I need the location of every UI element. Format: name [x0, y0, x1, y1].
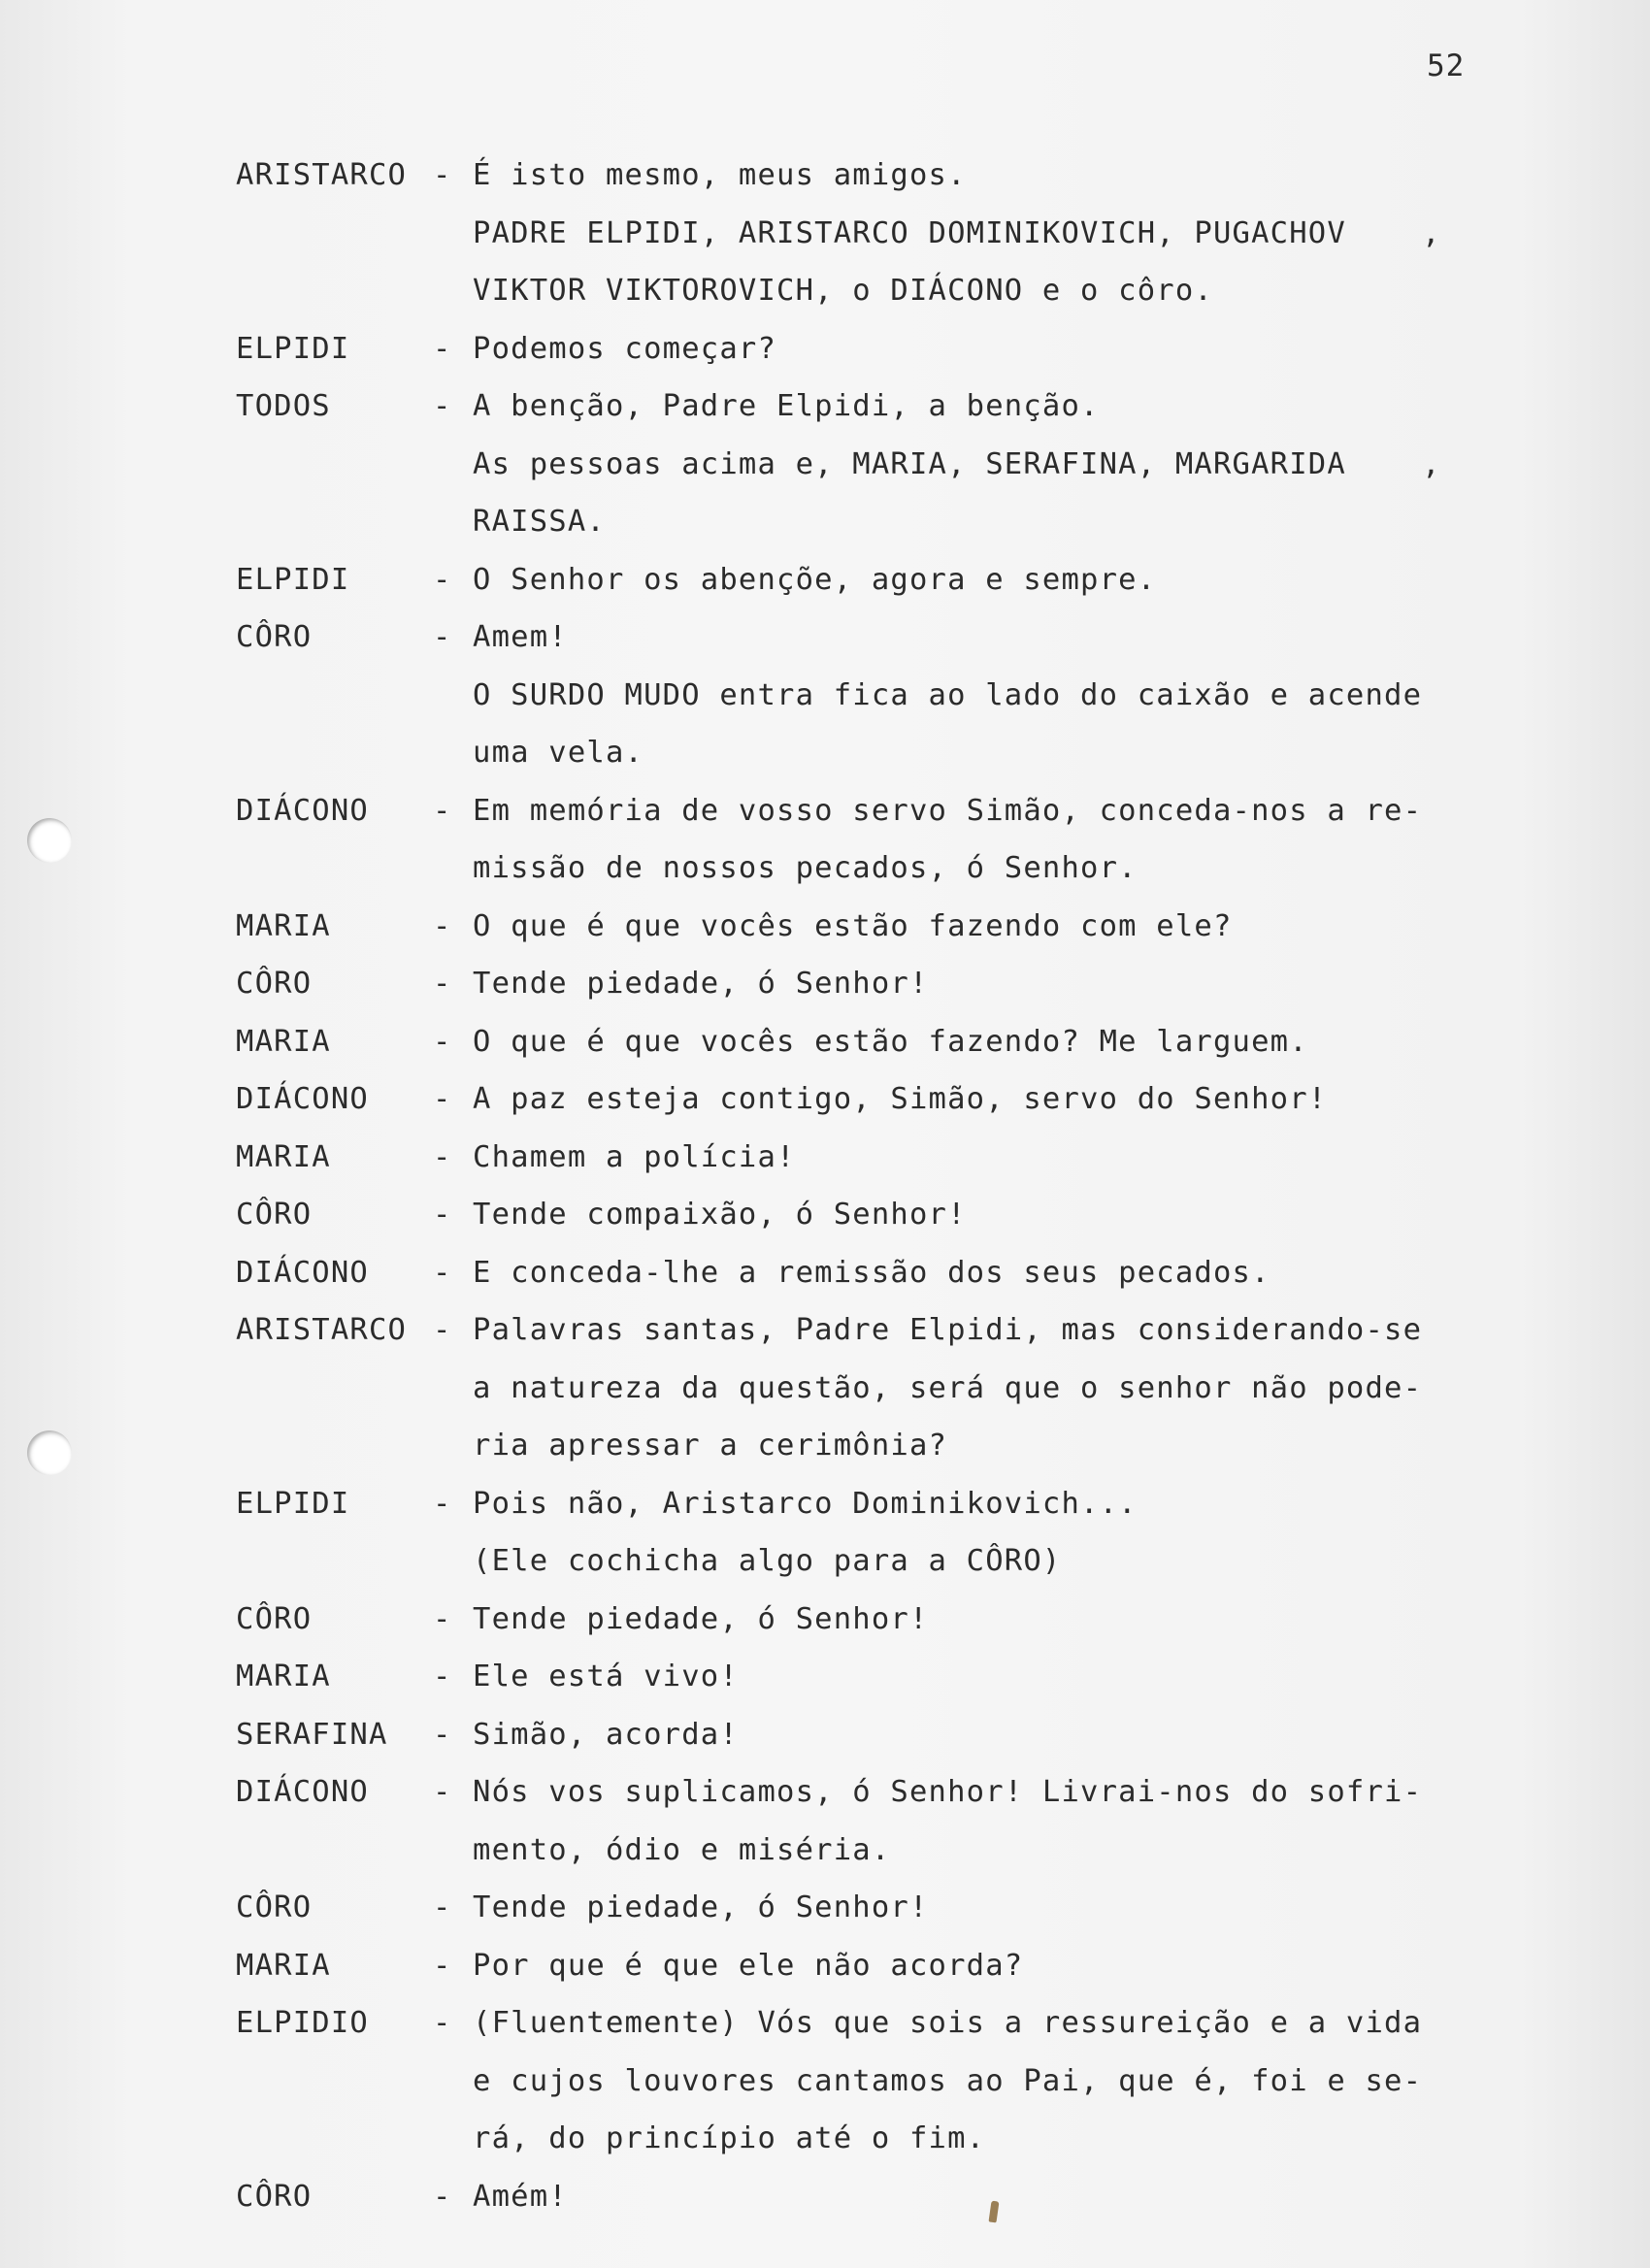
dialogue-dash: -: [433, 1024, 452, 1059]
line-text: Chamem a polícia!: [473, 1139, 796, 1174]
line-text: uma vela.: [473, 736, 644, 770]
line-text: O que é que vocês estão fazendo com ele?: [473, 908, 1233, 943]
dialogue-dash: -: [433, 331, 452, 366]
speaker-name: CÔRO: [236, 1198, 313, 1232]
script-line: [236, 851, 1498, 909]
speaker-name: DIÁCONO: [236, 1082, 369, 1116]
dialogue-dash: -: [433, 158, 452, 192]
line-text: Tende compaixão, ó Senhor!: [473, 1198, 967, 1232]
line-text: A benção, Padre Elpidi, a benção.: [473, 389, 1100, 423]
line-text: Em memória de vosso servo Simão, conceda-nos a re-: [473, 793, 1423, 828]
speaker-name: CÔRO: [236, 1601, 313, 1636]
script-line: [236, 2180, 1498, 2238]
line-text: Tende piedade, ó Senhor!: [473, 967, 929, 1001]
line-text: missão de nossos pecados, ó Senhor.: [473, 851, 1138, 885]
script-line: [236, 909, 1498, 968]
line-text: VIKTOR VIKTOROVICH, o DIÁCONO e o côro.: [473, 274, 1213, 308]
speaker-name: MARIA: [236, 1024, 331, 1059]
script-line: [236, 1833, 1498, 1891]
line-text: Amem!: [473, 620, 568, 654]
script-line: [236, 678, 1498, 737]
script-line: [236, 158, 1498, 216]
speaker-name: MARIA: [236, 1948, 331, 1983]
speaker-name: MARIA: [236, 1660, 331, 1693]
line-text: Amém!: [473, 2179, 568, 2214]
line-text: Ele está vivo!: [473, 1660, 739, 1693]
script-line: [236, 967, 1498, 1025]
line-text: Tende piedade, ó Senhor!: [473, 1890, 929, 1924]
script-line: [236, 1313, 1498, 1371]
script-line: [236, 1660, 1498, 1718]
speaker-name: ELPIDI: [236, 562, 350, 597]
line-text: Podemos começar?: [473, 331, 777, 366]
script-line: [236, 1718, 1498, 1776]
script-line: [236, 2064, 1498, 2122]
speaker-name: DIÁCONO: [236, 793, 369, 828]
script-line: [236, 1890, 1498, 1949]
speaker-name: ELPIDIO: [236, 2006, 369, 2040]
line-text: (Ele cochicha algo para a CÔRO): [473, 1544, 1062, 1578]
speaker-name: ELPIDI: [236, 1486, 350, 1521]
script-line: [236, 1025, 1498, 1083]
script-line: [236, 389, 1498, 447]
line-text: ria apressar a cerimônia?: [473, 1429, 948, 1463]
dialogue-dash: -: [433, 2006, 452, 2040]
line-text: Palavras santas, Padre Elpidi, mas considerando-se: [473, 1313, 1423, 1347]
dialogue-dash: -: [433, 1486, 452, 1521]
script-line: [236, 1602, 1498, 1660]
script-line: [236, 1140, 1498, 1199]
punch-hole: [27, 1430, 72, 1475]
script-line: [236, 1544, 1498, 1602]
speaker-name: ARISTARCO: [236, 158, 408, 192]
line-text: Tende piedade, ó Senhor!: [473, 1601, 929, 1636]
dialogue-dash: -: [433, 1082, 452, 1116]
line-text: a natureza da questão, será que o senhor não pode-: [473, 1370, 1423, 1405]
speaker-name: SERAFINA: [236, 1717, 388, 1752]
page-number: 52: [1427, 49, 1466, 83]
script-line: [236, 1082, 1498, 1140]
script-line: [236, 1429, 1498, 1487]
script-line: [236, 1371, 1498, 1430]
dialogue-dash: -: [433, 1198, 452, 1232]
script-line: [236, 2006, 1498, 2064]
dialogue-dash: -: [433, 562, 452, 597]
line-text: rá, do princípio até o fim.: [473, 2121, 986, 2155]
dialogue-dash: -: [433, 793, 452, 828]
speaker-name: CÔRO: [236, 1890, 313, 1924]
dialogue-dash: -: [433, 1660, 452, 1693]
line-text: PADRE ELPIDI, ARISTARCO DOMINIKOVICH, PUGACHOV ,: [473, 215, 1441, 250]
script-line: [236, 216, 1498, 275]
speaker-name: MARIA: [236, 1139, 331, 1174]
speaker-name: CÔRO: [236, 967, 313, 1001]
dialogue-dash: -: [433, 1775, 452, 1809]
dialogue-dash: -: [433, 1139, 452, 1174]
script-line: [236, 332, 1498, 390]
line-text: RAISSA.: [473, 505, 606, 539]
line-text: As pessoas acima e, MARIA, SERAFINA, MARGARIDA ,: [473, 446, 1441, 481]
script-line: [236, 1256, 1498, 1314]
speaker-name: ELPIDI: [236, 331, 350, 366]
script-line: [236, 1198, 1498, 1256]
line-text: Simão, acorda!: [473, 1717, 739, 1752]
script-line: [236, 1487, 1498, 1545]
script-line: [236, 563, 1498, 621]
script-line: [236, 505, 1498, 563]
script-line: [236, 274, 1498, 332]
dialogue-dash: -: [433, 620, 452, 654]
dialogue-dash: -: [433, 1948, 452, 1983]
script-line: [236, 794, 1498, 852]
line-text: Nós vos suplicamos, ó Senhor! Livrai-nos do sofri-: [473, 1775, 1423, 1809]
dialogue-dash: -: [433, 1717, 452, 1752]
line-text: É isto mesmo, meus amigos.: [473, 158, 967, 192]
line-text: mento, ódio e miséria.: [473, 1832, 891, 1867]
line-text: A paz esteja contigo, Simão, servo do Senhor!: [473, 1082, 1328, 1116]
script-line: [236, 1775, 1498, 1833]
speaker-name: DIÁCONO: [236, 1255, 369, 1290]
dialogue-dash: -: [433, 967, 452, 1001]
speaker-name: DIÁCONO: [236, 1775, 369, 1809]
speaker-name: MARIA: [236, 908, 331, 943]
line-text: O que é que vocês estão fazendo? Me larguem.: [473, 1024, 1308, 1059]
dialogue-dash: -: [433, 1255, 452, 1290]
speaker-name: ARISTARCO: [236, 1313, 408, 1347]
dialogue-dash: -: [433, 1890, 452, 1924]
line-text: (Fluentemente) Vós que sois a ressureição e a vida: [473, 2006, 1423, 2040]
speaker-name: CÔRO: [236, 620, 313, 654]
line-text: e cujos louvores cantamos ao Pai, que é, foi e se-: [473, 2063, 1423, 2098]
line-text: O SURDO MUDO entra fica ao lado do caixão e acende: [473, 677, 1423, 712]
script-line: [236, 2121, 1498, 2180]
speaker-name: CÔRO: [236, 2179, 313, 2214]
script-line: [236, 736, 1498, 794]
script-body: [236, 158, 1498, 2237]
line-text: Por que é que ele não acorda?: [473, 1948, 1024, 1983]
script-line: [236, 620, 1498, 678]
script-line: [236, 447, 1498, 506]
dialogue-dash: -: [433, 1313, 452, 1347]
line-text: O Senhor os abençõe, agora e sempre.: [473, 562, 1157, 597]
dialogue-dash: -: [433, 908, 452, 943]
punch-hole: [27, 818, 72, 863]
line-text: Pois não, Aristarco Dominikovich...: [473, 1486, 1138, 1521]
speaker-name: TODOS: [236, 389, 331, 423]
line-text: E conceda-lhe a remissão dos seus pecados.: [473, 1255, 1270, 1290]
dialogue-dash: -: [433, 2179, 452, 2214]
dialogue-dash: -: [433, 389, 452, 423]
dialogue-dash: -: [433, 1601, 452, 1636]
script-line: [236, 1949, 1498, 2007]
